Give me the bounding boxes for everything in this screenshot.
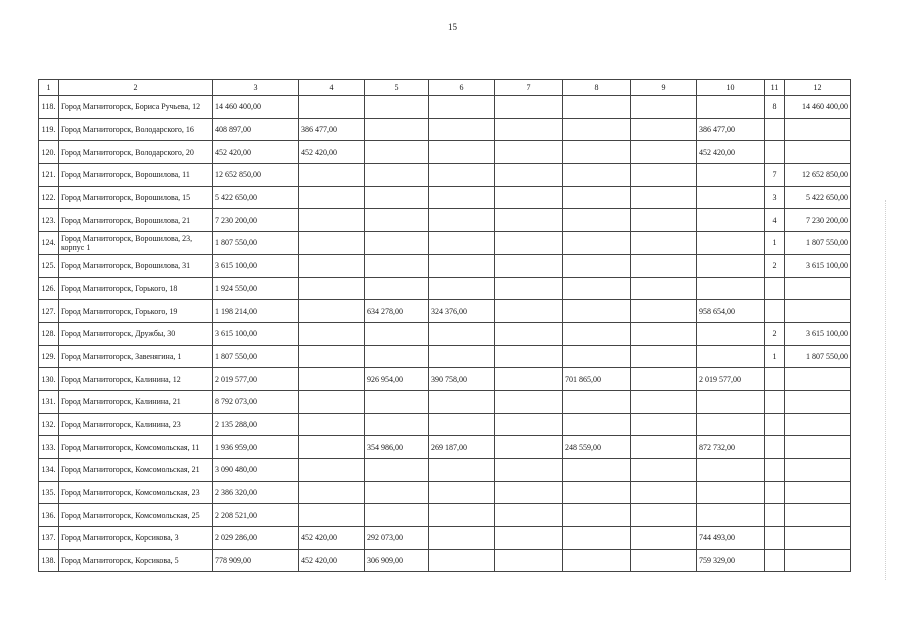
cell-c3: 1 198 214,00 (213, 300, 299, 323)
cell-c9 (631, 390, 697, 413)
cell-c7 (495, 118, 563, 141)
column-header-10: 10 (697, 80, 765, 96)
cell-c12 (785, 413, 851, 436)
cell-c4: 386 477,00 (299, 118, 365, 141)
cell-c9 (631, 322, 697, 345)
cell-c4 (299, 368, 365, 391)
cell-c9 (631, 118, 697, 141)
cell-name: Город Магнитогорск, Корсикова, 3 (59, 527, 213, 550)
cell-c12 (785, 300, 851, 323)
cell-n: 128. (39, 322, 59, 345)
cell-c4 (299, 164, 365, 187)
cell-c7 (495, 322, 563, 345)
cell-c7 (495, 481, 563, 504)
cell-c5 (365, 322, 429, 345)
table-row (39, 232, 851, 255)
cell-c11 (765, 459, 785, 482)
cell-c6 (429, 527, 495, 550)
cell-c8: 248 559,00 (563, 436, 631, 459)
cell-c4 (299, 209, 365, 232)
cell-c4 (299, 436, 365, 459)
cell-n: 126. (39, 277, 59, 300)
cell-name: Город Магнитогорск, Ворошилова, 31 (59, 254, 213, 277)
cell-c11 (765, 504, 785, 527)
cell-c3: 5 422 650,00 (213, 186, 299, 209)
cell-c3: 1 936 959,00 (213, 436, 299, 459)
cell-c9 (631, 277, 697, 300)
cell-c5 (365, 413, 429, 436)
cell-c7 (495, 209, 563, 232)
cell-c9 (631, 96, 697, 119)
cell-c11 (765, 300, 785, 323)
table-row (39, 322, 851, 345)
cell-c12: 3 615 100,00 (785, 254, 851, 277)
cell-c4: 452 420,00 (299, 527, 365, 550)
cell-c9 (631, 413, 697, 436)
cell-c5 (365, 164, 429, 187)
cell-c11 (765, 481, 785, 504)
cell-c10 (697, 322, 765, 345)
cell-name: Город Магнитогорск, Калинина, 12 (59, 368, 213, 391)
cell-c5: 292 073,00 (365, 527, 429, 550)
table-row (39, 186, 851, 209)
cell-name: Город Магнитогорск, Бориса Ручьева, 12 (59, 96, 213, 119)
cell-c3: 2 029 286,00 (213, 527, 299, 550)
cell-c12: 3 615 100,00 (785, 322, 851, 345)
table-row (39, 527, 851, 550)
cell-c10 (697, 481, 765, 504)
cell-c9 (631, 459, 697, 482)
table-row (39, 368, 851, 391)
cell-c10: 958 654,00 (697, 300, 765, 323)
cell-c10: 872 732,00 (697, 436, 765, 459)
cell-c11: 1 (765, 232, 785, 255)
cell-c11 (765, 277, 785, 300)
cell-c7 (495, 96, 563, 119)
cell-c5: 926 954,00 (365, 368, 429, 391)
cell-c5 (365, 96, 429, 119)
cell-c12 (785, 118, 851, 141)
cell-c5 (365, 186, 429, 209)
cell-c4 (299, 300, 365, 323)
cell-c6 (429, 118, 495, 141)
cell-c9 (631, 549, 697, 572)
cell-c4: 452 420,00 (299, 549, 365, 572)
cell-c12: 12 652 850,00 (785, 164, 851, 187)
cell-c10: 759 329,00 (697, 549, 765, 572)
cell-c11 (765, 413, 785, 436)
table-row (39, 300, 851, 323)
cell-c10 (697, 413, 765, 436)
cell-name: Город Магнитогорск, Комсомольская, 11 (59, 436, 213, 459)
cell-c6 (429, 164, 495, 187)
cell-c5 (365, 459, 429, 482)
cell-c8 (563, 232, 631, 255)
cell-c3: 1 924 550,00 (213, 277, 299, 300)
cell-c10 (697, 254, 765, 277)
cell-c10 (697, 504, 765, 527)
cell-c11: 1 (765, 345, 785, 368)
cell-c12: 14 460 400,00 (785, 96, 851, 119)
cell-n: 118. (39, 96, 59, 119)
cell-n: 133. (39, 436, 59, 459)
cell-c7 (495, 254, 563, 277)
cell-c11: 7 (765, 164, 785, 187)
cell-c3: 452 420,00 (213, 141, 299, 164)
column-header-4: 4 (299, 80, 365, 96)
cell-c5 (365, 141, 429, 164)
table-row (39, 390, 851, 413)
cell-c7 (495, 300, 563, 323)
cell-c11: 3 (765, 186, 785, 209)
column-header-11: 11 (765, 80, 785, 96)
table-row (39, 413, 851, 436)
cell-name: Город Магнитогорск, Дружбы, 30 (59, 322, 213, 345)
table-row (39, 209, 851, 232)
cell-c12 (785, 481, 851, 504)
cell-c9 (631, 345, 697, 368)
cell-c10 (697, 277, 765, 300)
cell-c6 (429, 549, 495, 572)
cell-c6 (429, 96, 495, 119)
cell-c4 (299, 390, 365, 413)
table-row (39, 118, 851, 141)
column-header-3: 3 (213, 80, 299, 96)
cell-c7 (495, 345, 563, 368)
column-header-7: 7 (495, 80, 563, 96)
cell-c10 (697, 345, 765, 368)
cell-c5 (365, 209, 429, 232)
cell-c4 (299, 96, 365, 119)
cell-c7 (495, 549, 563, 572)
cell-c8 (563, 118, 631, 141)
cell-c3: 7 230 200,00 (213, 209, 299, 232)
cell-c3: 3 615 100,00 (213, 254, 299, 277)
cell-c4 (299, 504, 365, 527)
cell-name: Город Магнитогорск, Ворошилова, 21 (59, 209, 213, 232)
cell-n: 135. (39, 481, 59, 504)
cell-n: 123. (39, 209, 59, 232)
cell-name: Город Магнитогорск, Калинина, 23 (59, 413, 213, 436)
cell-c12 (785, 504, 851, 527)
column-header-5: 5 (365, 80, 429, 96)
cell-c8 (563, 322, 631, 345)
cell-name: Город Магнитогорск, Комсомольская, 21 (59, 459, 213, 482)
cell-c6 (429, 345, 495, 368)
cell-c12 (785, 459, 851, 482)
cell-c11 (765, 118, 785, 141)
cell-c5 (365, 118, 429, 141)
column-header-9: 9 (631, 80, 697, 96)
cell-name: Город Магнитогорск, Корсикова, 5 (59, 549, 213, 572)
column-header-1: 1 (39, 80, 59, 96)
cell-c7 (495, 390, 563, 413)
cell-name: Город Магнитогорск, Володарского, 16 (59, 118, 213, 141)
cell-c7 (495, 504, 563, 527)
cell-name: Город Магнитогорск, Завенягина, 1 (59, 345, 213, 368)
cell-c10 (697, 390, 765, 413)
cell-c6 (429, 390, 495, 413)
cell-c4 (299, 277, 365, 300)
cell-c11 (765, 141, 785, 164)
cell-c6 (429, 277, 495, 300)
cell-name: Город Магнитогорск, Ворошилова, 11 (59, 164, 213, 187)
cell-c8 (563, 481, 631, 504)
cell-c10 (697, 164, 765, 187)
cell-c8 (563, 413, 631, 436)
cell-c11 (765, 390, 785, 413)
cell-c4 (299, 459, 365, 482)
cell-name: Город Магнитогорск, Калинина, 21 (59, 390, 213, 413)
cell-c10: 386 477,00 (697, 118, 765, 141)
cell-n: 131. (39, 390, 59, 413)
cell-c12 (785, 277, 851, 300)
cell-c6 (429, 481, 495, 504)
cell-c9 (631, 186, 697, 209)
cell-c12 (785, 141, 851, 164)
column-header-8: 8 (563, 80, 631, 96)
cell-c6 (429, 186, 495, 209)
cell-c8 (563, 141, 631, 164)
cell-name: Город Магнитогорск, Комсомольская, 25 (59, 504, 213, 527)
cell-c7 (495, 368, 563, 391)
cell-c11: 2 (765, 322, 785, 345)
cell-c8 (563, 254, 631, 277)
cell-c6 (429, 413, 495, 436)
cell-c11 (765, 436, 785, 459)
cell-c11 (765, 549, 785, 572)
cell-c7 (495, 459, 563, 482)
cell-c6: 390 758,00 (429, 368, 495, 391)
column-header-12: 12 (785, 80, 851, 96)
cell-c4 (299, 345, 365, 368)
cell-c6 (429, 254, 495, 277)
cell-c10 (697, 459, 765, 482)
cell-c8 (563, 300, 631, 323)
table-row (39, 141, 851, 164)
margin-marks (885, 200, 890, 580)
cell-name: Город Магнитогорск, Ворошилова, 23, корпус 1 (59, 232, 213, 255)
cell-c7 (495, 527, 563, 550)
cell-c7 (495, 141, 563, 164)
cell-c7 (495, 186, 563, 209)
cell-c8 (563, 549, 631, 572)
cell-c12 (785, 527, 851, 550)
cell-c3: 2 019 577,00 (213, 368, 299, 391)
cell-c8: 701 865,00 (563, 368, 631, 391)
cell-c8 (563, 459, 631, 482)
cell-c3: 1 807 550,00 (213, 232, 299, 255)
cell-c4 (299, 413, 365, 436)
cell-c5: 634 278,00 (365, 300, 429, 323)
cell-c8 (563, 527, 631, 550)
cell-c7 (495, 413, 563, 436)
cell-c11 (765, 368, 785, 391)
cell-name: Город Магнитогорск, Ворошилова, 15 (59, 186, 213, 209)
cell-c8 (563, 164, 631, 187)
table-row (39, 481, 851, 504)
cell-c4 (299, 322, 365, 345)
cell-name: Город Магнитогорск, Горького, 18 (59, 277, 213, 300)
cell-n: 125. (39, 254, 59, 277)
cell-n: 127. (39, 300, 59, 323)
table-row (39, 459, 851, 482)
cell-c12 (785, 368, 851, 391)
cell-c7 (495, 277, 563, 300)
cell-c11: 8 (765, 96, 785, 119)
cell-c5 (365, 481, 429, 504)
table-body (39, 96, 851, 572)
cell-c6 (429, 141, 495, 164)
column-header-6: 6 (429, 80, 495, 96)
cell-n: 134. (39, 459, 59, 482)
cell-n: 138. (39, 549, 59, 572)
cell-name: Город Магнитогорск, Горького, 19 (59, 300, 213, 323)
cell-c4 (299, 481, 365, 504)
cell-c3: 2 135 288,00 (213, 413, 299, 436)
table-row (39, 164, 851, 187)
cell-c5 (365, 232, 429, 255)
cell-c9 (631, 254, 697, 277)
cell-c8 (563, 186, 631, 209)
cell-c9 (631, 527, 697, 550)
cell-c12 (785, 549, 851, 572)
cell-c3: 2 386 320,00 (213, 481, 299, 504)
table-row (39, 277, 851, 300)
cell-c5 (365, 277, 429, 300)
cell-c12 (785, 436, 851, 459)
cell-c3: 12 652 850,00 (213, 164, 299, 187)
table-row (39, 549, 851, 572)
cell-c9 (631, 141, 697, 164)
cell-c3: 8 792 073,00 (213, 390, 299, 413)
cell-c6: 324 376,00 (429, 300, 495, 323)
cell-c10 (697, 209, 765, 232)
cell-c5: 306 909,00 (365, 549, 429, 572)
cell-c3: 3 090 480,00 (213, 459, 299, 482)
table-row (39, 254, 851, 277)
cell-c6 (429, 209, 495, 232)
cell-c3: 14 460 400,00 (213, 96, 299, 119)
cell-c6 (429, 232, 495, 255)
cell-c10: 452 420,00 (697, 141, 765, 164)
table-row (39, 345, 851, 368)
cell-c5 (365, 504, 429, 527)
cell-n: 130. (39, 368, 59, 391)
cell-c9 (631, 504, 697, 527)
cell-c11: 4 (765, 209, 785, 232)
cell-name: Город Магнитогорск, Комсомольская, 23 (59, 481, 213, 504)
cell-n: 132. (39, 413, 59, 436)
cell-c9 (631, 436, 697, 459)
cell-c9 (631, 300, 697, 323)
cell-n: 119. (39, 118, 59, 141)
table-row (39, 504, 851, 527)
cell-c10 (697, 232, 765, 255)
cell-n: 129. (39, 345, 59, 368)
cell-c6: 269 187,00 (429, 436, 495, 459)
cell-c12: 1 807 550,00 (785, 232, 851, 255)
cell-c4 (299, 186, 365, 209)
cell-c8 (563, 390, 631, 413)
cell-c5 (365, 254, 429, 277)
cell-c7 (495, 436, 563, 459)
cell-c10: 744 493,00 (697, 527, 765, 550)
cell-c4 (299, 232, 365, 255)
cell-c10 (697, 186, 765, 209)
cell-c3: 408 897,00 (213, 118, 299, 141)
cell-c7 (495, 164, 563, 187)
cell-n: 122. (39, 186, 59, 209)
table-row (39, 436, 851, 459)
cell-c6 (429, 504, 495, 527)
cell-c9 (631, 368, 697, 391)
cell-c3: 1 807 550,00 (213, 345, 299, 368)
cell-c9 (631, 481, 697, 504)
budget-table (38, 79, 851, 572)
cell-c8 (563, 504, 631, 527)
cell-c10 (697, 96, 765, 119)
page-number: 15 (448, 22, 457, 32)
cell-c11 (765, 527, 785, 550)
table-row (39, 96, 851, 119)
cell-c9 (631, 209, 697, 232)
cell-c6 (429, 459, 495, 482)
cell-c4 (299, 254, 365, 277)
cell-c8 (563, 277, 631, 300)
cell-n: 120. (39, 141, 59, 164)
cell-c9 (631, 232, 697, 255)
cell-c5 (365, 390, 429, 413)
cell-c12: 1 807 550,00 (785, 345, 851, 368)
cell-c12 (785, 390, 851, 413)
cell-c3: 778 909,00 (213, 549, 299, 572)
cell-c8 (563, 209, 631, 232)
cell-c12: 7 230 200,00 (785, 209, 851, 232)
cell-c6 (429, 322, 495, 345)
header-row (39, 80, 851, 96)
cell-n: 137. (39, 527, 59, 550)
cell-c12: 5 422 650,00 (785, 186, 851, 209)
cell-name: Город Магнитогорск, Володарского, 20 (59, 141, 213, 164)
cell-c4: 452 420,00 (299, 141, 365, 164)
cell-c8 (563, 96, 631, 119)
cell-n: 124. (39, 232, 59, 255)
cell-c8 (563, 345, 631, 368)
cell-c7 (495, 232, 563, 255)
cell-c5 (365, 345, 429, 368)
cell-c9 (631, 164, 697, 187)
cell-c5: 354 986,00 (365, 436, 429, 459)
cell-c11: 2 (765, 254, 785, 277)
cell-c3: 3 615 100,00 (213, 322, 299, 345)
cell-n: 121. (39, 164, 59, 187)
cell-n: 136. (39, 504, 59, 527)
cell-c3: 2 208 521,00 (213, 504, 299, 527)
cell-c10: 2 019 577,00 (697, 368, 765, 391)
column-header-2: 2 (59, 80, 213, 96)
